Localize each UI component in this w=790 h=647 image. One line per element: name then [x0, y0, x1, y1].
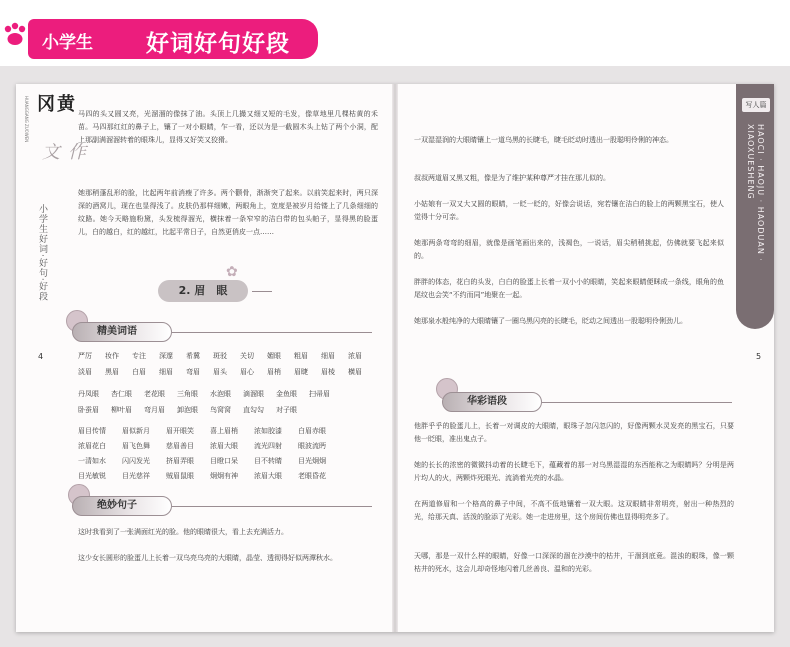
- banner-title: 好词好句好段: [146, 31, 290, 57]
- idiom: 眉开眼笑: [166, 427, 194, 435]
- paragraph: 在两道修眉和一个格高的鼻子中间，不高不低地镶着一双大眼。这双眼睛非常明亮，射出一种热烈的光，给那天真、活泼的脸添了光彩。她一走进房里，这个房间仿佛也显得明亮多了。: [414, 500, 734, 521]
- word: 老花眼: [144, 390, 165, 398]
- word: 希冀: [186, 352, 200, 360]
- word: 关切: [240, 352, 254, 360]
- word-row: [78, 348, 378, 364]
- paragraph: 这时我看到了一张满面红光的脸。他的眼睛很大，看上去充满活力。: [78, 528, 288, 536]
- brand-sub: 作文: [39, 142, 86, 160]
- idiom: 目光炯炯: [298, 457, 326, 465]
- word: 媚眼: [267, 352, 281, 360]
- divider: [252, 291, 272, 292]
- word: 鸟窝窝: [210, 406, 231, 414]
- idiom-row: [78, 424, 378, 439]
- word: 细眉: [321, 352, 335, 360]
- paragraph: 她那两条弯弯的细眉，就像是画笔画出来的，浅褐色，一说话，眉尖稍稍挑起，仿佛就要飞起来似的。: [414, 239, 724, 260]
- word: 杏仁眼: [111, 390, 132, 398]
- word: 对子眼: [276, 406, 297, 414]
- idiom: 目光慈祥: [122, 472, 150, 480]
- paragraph: 他胖乎乎的脸蛋儿上，长着一对调皮的大眼睛，眼珠子忽闪忽闪的，好像两颗水灵发亮的黑宝石，只要他一眨眼，准出鬼点子。: [414, 422, 734, 443]
- brand-main: 黄冈: [34, 94, 75, 112]
- word: 弯月眉: [144, 406, 165, 414]
- word-list-1: [78, 348, 378, 380]
- word: 浓眉: [348, 352, 362, 360]
- word: 柳叶眉: [111, 406, 132, 414]
- banner-tag: 小学生: [42, 33, 93, 53]
- idiom: 目瞪口呆: [210, 457, 238, 465]
- divider: [172, 332, 372, 333]
- open-book: [16, 84, 774, 632]
- idiom: 眉似新月: [122, 427, 150, 435]
- idiom: 白眉赤眼: [298, 427, 326, 435]
- word: 三角眼: [177, 390, 198, 398]
- word: 眉棱: [321, 368, 335, 376]
- divider: [172, 506, 372, 507]
- words-heading: [72, 322, 172, 342]
- chapter-label: 写人篇: [742, 98, 770, 112]
- idiom: 流光四射: [254, 442, 282, 450]
- word: 丹凤眼: [78, 390, 99, 398]
- star-decoration-icon: ✿: [226, 264, 238, 280]
- paw-icon: [0, 20, 30, 50]
- idiom: 闪闪发光: [122, 457, 150, 465]
- word: 白眉: [132, 368, 146, 376]
- paragraph: 这少女长圆形的脸蛋儿上长着一双乌亮乌亮的大眼睛，晶莹、透彻得好似两潭秋水。: [78, 554, 337, 562]
- word: 专注: [132, 352, 146, 360]
- paragraph: 她那稍蓬乱形的脸，比起两年前消瘦了许多。两个颧骨，渐渐突了起来。以前笑起来时，两只深深的酒窝儿，现在也显得浅了。皮肤仍那样细嫩，两眼角上，宽度是被岁月给镂上了几条细细的纹路。她今天略施粉黛，头发梳得溜光，横抹着一条窄窄的洁白带的包头帕子，显得黑的脸蛋儿，白的越白，红的越红，比起平常日子，自然更俏皮一点……: [78, 189, 378, 236]
- idiom: 目不转睛: [254, 457, 282, 465]
- colorful-heading-label: 华彩语段: [467, 396, 507, 407]
- paragraph: 马四的头又圆又亮，光溜溜的像抹了油。头顶上几撮又细又短的毛发，像草地里几棵枯黄的禾苗。马四那红红的鼻子上，镶了一对小眼睛，乍一看，还以为是一截圆木头上钻了两个小洞，配上那副满溜溜转着的眼珠儿，显得又好笑又狡猾。: [78, 110, 378, 144]
- right-page: [396, 84, 774, 632]
- paragraph: 叔叔两道眉又黑又粗，像是为了维护某种尊严才挂在那儿似的。: [414, 174, 610, 182]
- word: 深邃: [159, 352, 173, 360]
- word: 横眉: [348, 368, 362, 376]
- chapter-pinyin: HAOCI · HAOJU · HAODUAN · XIAOXUESHENG: [746, 124, 765, 262]
- word: 水泡眼: [210, 390, 231, 398]
- word: 黑眉: [105, 368, 119, 376]
- word: 眉头: [213, 368, 227, 376]
- word: 严厉: [78, 352, 92, 360]
- word: 直勾勾: [243, 406, 264, 414]
- paragraph: 一双湿湿润的大眼睛镶上一道乌黑的长睫毛，睫毛眨动时透出一股聪明伶俐的神态。: [414, 136, 673, 144]
- word: 眉睫: [294, 368, 308, 376]
- word: 弯眉: [186, 368, 200, 376]
- words-heading-label: 精美词语: [97, 326, 137, 337]
- word-row: [78, 402, 378, 418]
- word: 斑驳: [213, 352, 227, 360]
- word: 卸泡眼: [177, 406, 198, 414]
- idiom-row: [78, 439, 378, 454]
- idiom-list: [78, 424, 378, 484]
- sentence-heading-label: 绝妙句子: [97, 500, 137, 511]
- word: 眉心: [240, 368, 254, 376]
- idiom: 浓眉花白: [78, 442, 106, 450]
- section-title: 2. 眉 眼: [158, 280, 248, 302]
- word: 淡眉: [78, 368, 92, 376]
- idiom: 慈眉善目: [166, 442, 194, 450]
- idiom: 老眼昏花: [298, 472, 326, 480]
- sentence-heading: [72, 496, 172, 516]
- top-banner: [0, 0, 790, 66]
- idiom-row: [78, 454, 378, 469]
- word: 妆作: [105, 352, 119, 360]
- idiom: 浓眉大眼: [210, 442, 238, 450]
- page-number: 4: [38, 352, 44, 361]
- left-page: [16, 84, 394, 632]
- idiom: 眉目传情: [78, 427, 106, 435]
- idiom: 目光敏锐: [78, 472, 106, 480]
- page-number: 5: [756, 352, 762, 361]
- paragraph: 胖胖的体态，花白的头发，白白的脸蛋上长着一双小小的眼睛，笑起来眼睛便眯成一条线，眼角的鱼尾纹也会笑“不约而同”地聚在一起。: [414, 278, 724, 299]
- idiom: 浓眉大眼: [254, 472, 282, 480]
- idiom: 喜上眉梢: [210, 427, 238, 435]
- idiom: 眉飞色舞: [122, 442, 150, 450]
- paragraph: 小姑娘有一双又大又圆的眼睛，一眨一眨的，好像会说话，宛若镶在洁白的脸上的两颗黑宝石，使人觉得十分可亲。: [414, 200, 724, 221]
- word: 扫帚眉: [309, 390, 330, 398]
- word: 滴溜眼: [243, 390, 264, 398]
- word: 眉梢: [267, 368, 281, 376]
- idiom: 眼波流眄: [298, 442, 326, 450]
- idiom: 一清如水: [78, 457, 106, 465]
- divider: [542, 402, 732, 403]
- paragraph: 天哪，那是一双什么样的眼睛，好像一口深深的涸在沙漠中的枯井，干涸到底竟。混浊的眼珠，像一颗枯井的死水，这会儿却奇怪地闪着几丝善良、温和的光彩。: [414, 552, 734, 573]
- word: 细眉: [159, 368, 173, 376]
- word: 金鱼眼: [276, 390, 297, 398]
- idiom-row: [78, 469, 378, 484]
- idiom: 炯炯有神: [210, 472, 238, 480]
- word: 卧蚕眉: [78, 406, 99, 414]
- paragraph: 她的长长的浓密的微微抖动着的长睫毛下，蕴藏着的那一对乌黑湿湿的东西能称之为眼睛吗？分明是两片均人的火，两颗炸死眼光、流淌着光亮的水晶。: [414, 461, 734, 482]
- word-list-2: [78, 386, 378, 418]
- side-book-title: 小学生好词·好句·好段: [37, 204, 47, 302]
- word-row: [78, 364, 378, 380]
- chapter-tab: [736, 84, 774, 329]
- idiom: 贼眉鼠眼: [166, 472, 194, 480]
- word: 粗眉: [294, 352, 308, 360]
- title-badge: [28, 19, 318, 59]
- paragraph: 她那泉水般纯净的大眼睛镶了一圈乌黑闪亮的长睫毛，眨动之间透出一股聪明伶俐劲儿。: [414, 317, 687, 325]
- idiom: 挤眉弄眼: [166, 457, 194, 465]
- word-row: [78, 386, 378, 402]
- colorful-heading: [442, 392, 542, 412]
- idiom: 浓如胶漆: [254, 427, 282, 435]
- brand-pinyin: HUANGGANG ZUOWEN: [24, 96, 29, 143]
